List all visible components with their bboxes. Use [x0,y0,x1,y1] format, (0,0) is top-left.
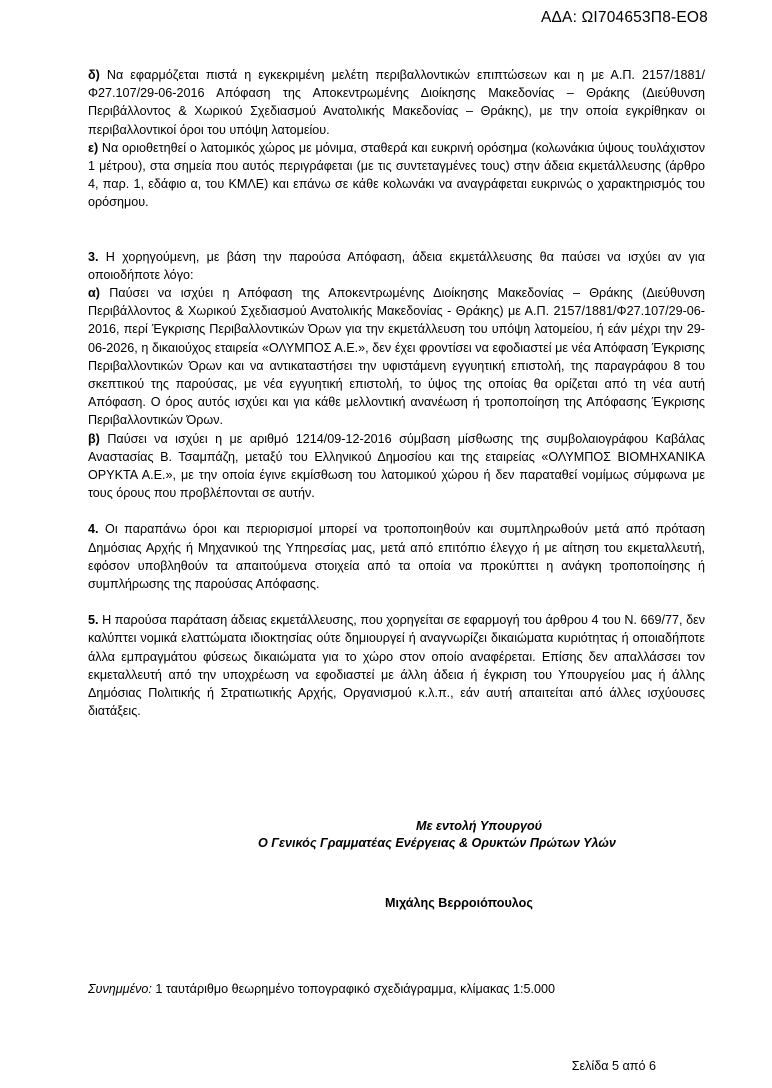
paragraph-label: ε) [88,140,99,155]
signature-title-line: Ο Γενικός Γραμματέας Ενέργειας & Ορυκτών Πρώτων Υλών [258,836,616,850]
section-3a [88,284,705,430]
section-number: 5. [88,613,99,628]
paragraph-text: Παύσει να ισχύει η με αριθμό 1214/09-12-2016 σύμβαση μίσθωσης της συμβολαιογράφου Καβάλας Αναστασίας Β. Τσαμπάζη, μεταξύ του Ελληνικού Δημοσίου και της εταιρείας «ΟΛΥΜΠΟΣ ΒΙΟΜΗΧΑΝΙΚΑ ΟΡΥΚΤΑ Α.Ε.», με την οποία έγινε εκμίσθωση του λατομικού χώρου ή δεν παραταθεί νομίμως σύμφωνα με τους όρους που προβλέπονται σε αυτήν. [88,431,705,501]
section-text: Η χορηγούμενη, με βάση την παρούσα Απόφαση, άδεια εκμετάλλευσης θα παύσει να ισχύει αν για οποιοδήποτε λόγο: [88,249,705,282]
page-number: Σελίδα 5 από 6 [571,1059,656,1073]
paragraph-epsilon [88,139,705,212]
section-number: 4. [88,522,99,537]
ada-code: ΑΔΑ: ΩΙ704653Π8-ΕΟ8 [540,9,708,26]
paragraph-label: β) [88,431,100,446]
section-4 [88,520,705,593]
section-5 [88,611,705,720]
section-text: Η παρούσα παράταση άδειας εκμετάλλευσης, που χορηγείται σε εφαρμογή του άρθρου 4 του Ν. 669/77, δεν καλύπτει νομικά ελαττώματα ιδιοκτησίας ούτε δημιουργεί ή αναγνωρίζει δικαιώματα κυριότητας ή οποιαδήποτε άλλα εμπραγμάτου φύσεως δικαιώματα για το χώρο στον οποίο αναφέρεται. Επίσης δεν απαλλάσσει τον εκμεταλλευτή από την υποχρέωση να εφοδιαστεί με άλλη άδεια ή έγκριση του Υπουργείου μας ή άλλης Δημόσιας Πολιτικής ή Στρατιωτικής Αρχής, Οργανισμού κ.λ.π., εάν αυτή απαιτείται από άλλες ισχύουσες διατάξεις. [88,613,705,719]
document-body [88,66,705,721]
section-3b [88,430,705,503]
attachment-label: Συνημμένο: [88,982,152,996]
paragraph-delta [88,66,705,139]
section-number: 3. [88,249,99,264]
paragraph-text: Να εφαρμόζεται πιστά η εγκεκριμένη μελέτη περιβαλλοντικών επιπτώσεων και η με Α.Π. 2157/1881/Φ27.107/29-06-2016 Απόφαση της Αποκεντρωμένης Διοίκησης Μακεδονίας – Θράκης (Διεύθυνση Περιβάλλοντος & Χωρικού Σχεδιασμού Ανατολικής Μακεδονίας – Θράκης), με την οποία εγκρίθηκαν οι περιβαλλοντικοί όροι του υπόψη λατομείου. [88,68,705,137]
paragraph-text: Παύσει να ισχύει η Απόφαση της Αποκεντρωμένης Διοίκησης Μακεδονίας – Θράκης (Διεύθυνση Περιβάλλοντος & Χωρικού Σχεδιασμού Ανατολικής Μακεδονίας - Θράκης) με Α.Π. 2157/1881/Φ27.107/29-06-2016, περί Έγκρισης Περιβαλλοντικών Όρων για την εκμετάλλευση του υπόψη λατομείου, ή εάν μέχρι την 29-06-2026, η δικαιούχος εταιρεία «ΟΛΥΜΠΟΣ Α.Ε.», δεν έχει φροντίσει να εφοδιαστεί με νέα Απόφαση Έγκρισης Περιβαλλοντικών Όρων και να αντικαταστήσει την υφιστάμενη εγγυητική επιστολή, της παραγράφου 8 του σκεπτικού της παρούσας, με νέα εγγυητική επιστολή, το ύψος της οποίας θα ορίζεται από τη νέα αυτή Απόφαση. Ο όρος αυτός ισχύει και για κάθε μελλοντική ανανέωση ή τροποποίηση της Απόφασης Έγκρισης Περιβαλλοντικών Όρων. [88,286,705,428]
section-text: Οι παραπάνω όροι και περιορισμοί μπορεί να τροποποιηθούν και συμπληρωθούν μετά από πρόταση Δημόσιας Αρχής ή Μηχανικού της Υπηρεσίας μας, μετά από επιτόπιο έλεγχο ή με αίτηση του εκμεταλλευτή, εφόσον υποβληθούν τα απαιτούμενα στοιχεία από τα οποία να προκύπτει η ανάγκη τροποποίησης ή συμπλήρωσης της παρούσας Απόφασης. [88,522,705,592]
paragraph-label: δ) [88,68,100,82]
paragraph-label: α) [88,286,100,301]
attachment-text: 1 ταυτάριθμο θεωρημένο τοπογραφικό σχεδιάγραμμα, κλίμακας 1:5.000 [151,982,556,996]
signature-authority-line: Με εντολή Υπουργού [416,819,543,833]
attachment-note [88,982,555,996]
section-3 [88,248,705,284]
paragraph-text: Να οριοθετηθεί ο λατομικός χώρος με μόνιμα, σταθερά και ευκρινή ορόσημα (κολωνάκια ύψους τουλάχιστον 1 μέτρου), στα σημεία που αυτός περιγράφεται (με τις συντεταγμένες τους) στην άδεια εκμετάλλευσης (άρθρο 4, παρ. 1, εδάφιο α, του ΚΜΛΕ) και επάνω σε κάθε κολωνάκι να αναγράφεται ευκρινώς ο χαρακτηρισμός του ορόσημου. [88,140,705,210]
signatory-name: Μιχάλης Βερροιόπουλος [385,896,533,910]
